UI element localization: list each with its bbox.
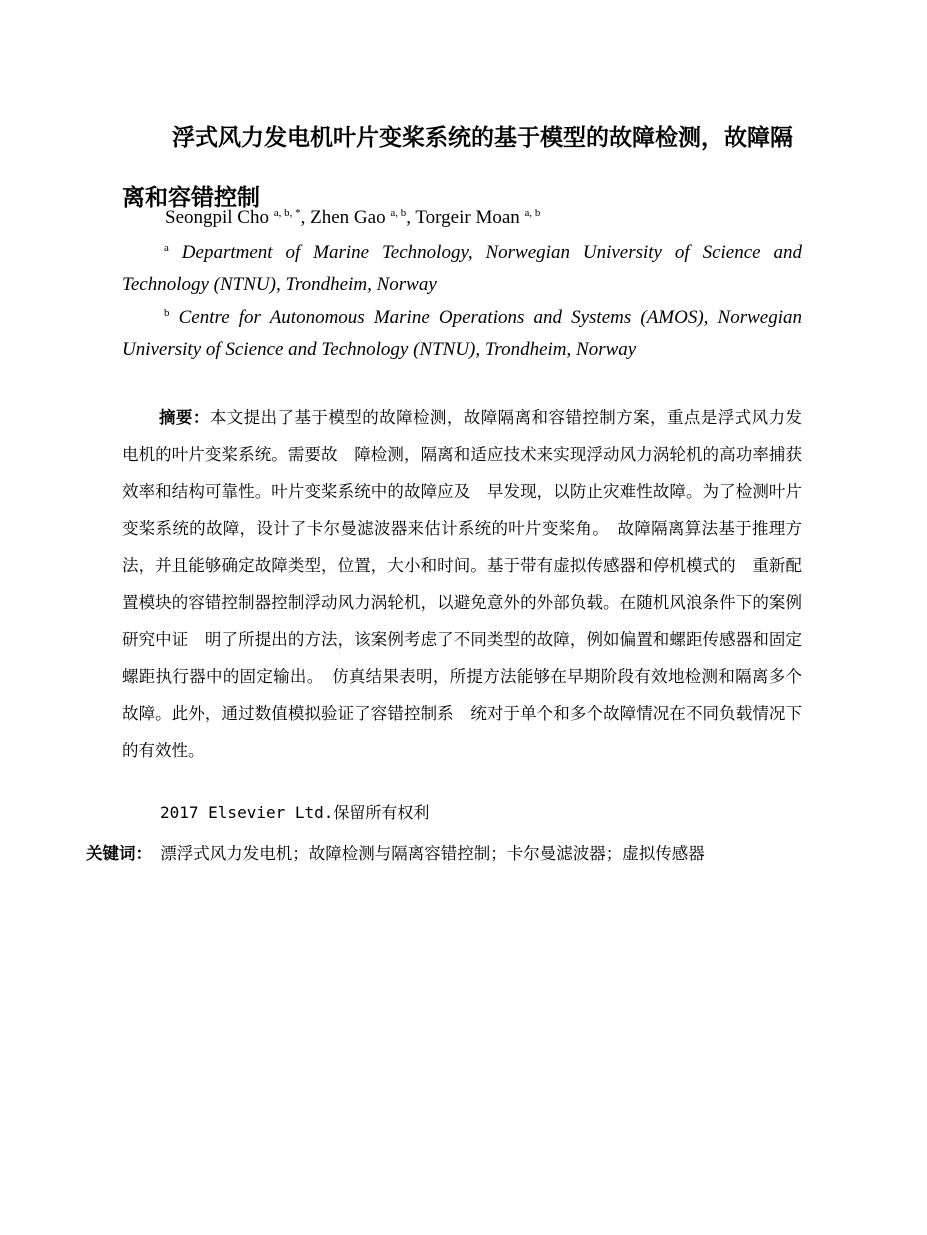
author-name: Seongpil Cho [165, 207, 269, 228]
affiliation-a [122, 237, 802, 301]
author-separator: , [300, 207, 311, 228]
keywords-text: 漂浮式风力发电机；故障检测与隔离容错控制；卡尔曼滤波器；虚拟传感器 [143, 844, 705, 863]
affiliation-text: Centre for Autonomous Marine Operations and Systems (AMOS), Norwegian University of Science and Technology (NTNU), Trondheim, Norway [122, 307, 803, 360]
author-list [165, 207, 540, 229]
affiliation-b [122, 302, 802, 366]
author-affiliation-mark: a, b [524, 207, 541, 219]
affiliation-text: Department of Marine Technology, Norwegian University of Science and Technology (NTNU), Trondheim, Norway [122, 242, 802, 295]
paper-title: 浮式风力发电机叶片变桨系统的基于模型的故障检测，故障隔离和容错控制 [122, 125, 793, 211]
author-separator: , [406, 207, 416, 228]
keywords-label: 关键词： [86, 844, 144, 863]
abstract-label: 摘要： [159, 408, 210, 427]
abstract-text: 本文提出了基于模型的故障检测，故障隔离和容错控制方案，重点是浮式风力发电机的叶片变桨系统。需要故 障检测，隔离和适应技术来实现浮动风力涡轮机的高功率捕获效率和结构可靠性。叶片变桨系统中的故障应及 早发现，以防止灾难性故障。为了检测叶片变桨系统的故障，设计了卡尔曼滤波器来估计系统的叶片变桨角。 故障隔离算法基于推理方法，并且能够确定故障类型，位置，大小和时间。基于带有虚拟传感器和停机模式的 重新配置模块的容错控制器控制浮动风力涡轮机，以避免意外的外部负载。在随机风浪条件下的案例研究中证 明了所提出的方法，该案例考虑了不同类型的故障，例如偏置和螺距传感器和固定螺距执行器中的固定输出。 仿真结果表明，所提方法能够在早期阶段有效地检测和隔离多个故障。此外，通过数值模拟验证了容错控制系 统对于单个和多个故障情况在不同负载情况下的有效性。 [122, 408, 803, 760]
author-name: Torgeir Moan [415, 207, 520, 228]
affiliation-mark: a [164, 242, 169, 254]
copyright-notice: 2017 Elsevier Ltd.保留所有权利 [160, 803, 430, 822]
author-affiliation-mark: a, b [390, 207, 407, 219]
keywords [86, 835, 802, 872]
abstract [122, 399, 802, 769]
author-affiliation-mark: a, b, * [273, 207, 301, 219]
affiliation-mark: b [164, 307, 170, 319]
author-name: Zhen Gao [310, 207, 386, 228]
